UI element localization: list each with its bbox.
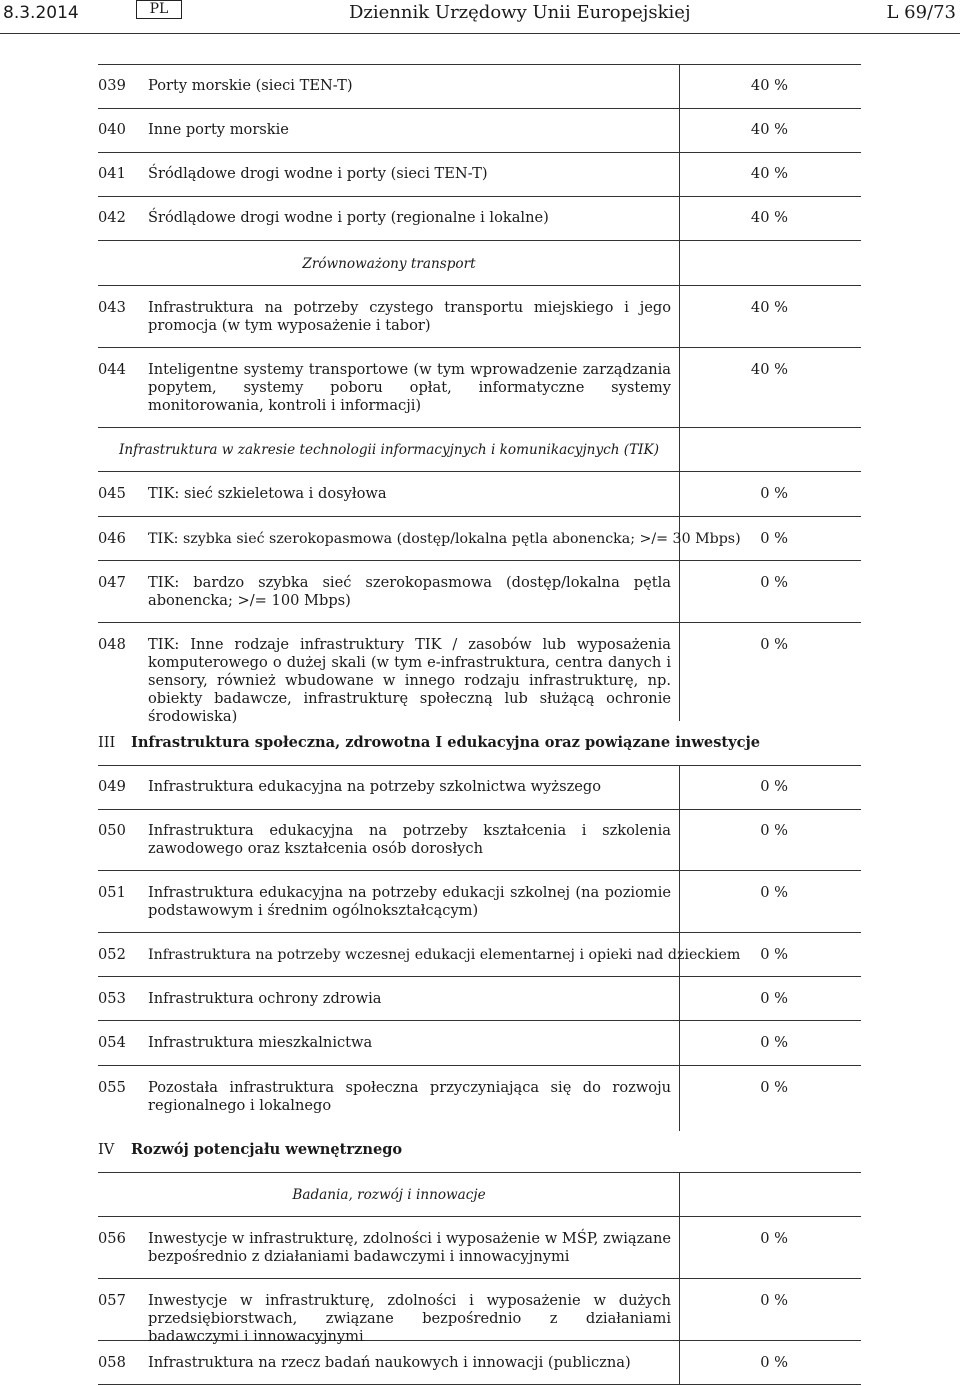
- row-description: Infrastruktura ochrony zdrowia: [148, 990, 382, 1007]
- row-percentage: 0 %: [760, 946, 788, 963]
- row-description: Pozostała infrastruktura społeczna przyczyniająca się do rozwoju regionalnego i lokalnego: [148, 1079, 671, 1114]
- row-percentage: 0 %: [760, 1354, 788, 1371]
- row-percentage: 0 %: [760, 1034, 788, 1051]
- language-badge: PL: [136, 0, 182, 19]
- row-code: 055: [98, 1079, 126, 1096]
- page-number: L 69/73: [886, 2, 956, 23]
- row-percentage: 0 %: [760, 574, 788, 591]
- row-description: Porty morskie (sieci TEN-T): [148, 77, 353, 94]
- header-rule: [0, 33, 960, 34]
- table-rule: [98, 427, 861, 428]
- table-rule: [98, 1216, 861, 1217]
- row-percentage: 0 %: [760, 1079, 788, 1096]
- row-percentage: 40 %: [750, 209, 788, 226]
- page-header: [0, 0, 960, 34]
- row-percentage: 40 %: [750, 77, 788, 94]
- row-code: 045: [98, 485, 126, 502]
- row-percentage: 40 %: [750, 121, 788, 138]
- row-code: 043: [98, 299, 126, 316]
- row-description: Inne porty morskie: [148, 121, 289, 138]
- table-rule: [98, 64, 861, 65]
- row-code: 042: [98, 209, 126, 226]
- row-percentage: 40 %: [750, 165, 788, 182]
- row-code: 058: [98, 1354, 126, 1371]
- row-code: 056: [98, 1230, 126, 1247]
- row-percentage: 0 %: [760, 530, 788, 547]
- subheading-sustainable-transport: Zrównoważony transport: [302, 256, 476, 272]
- row-description: Inteligentne systemy transportowe (w tym wprowadzenie zarządzania popytem, systemy poboru opłat, informatyczne systemy monitorowania, kontroli i informacji): [148, 361, 671, 414]
- row-percentage: 40 %: [750, 361, 788, 378]
- row-description: Infrastruktura edukacyjna na potrzeby edukacji szkolnej (na poziomie podstawowym i średnim ogólnokształcącym): [148, 884, 671, 919]
- table-rule: [98, 285, 861, 286]
- row-code: 040: [98, 121, 126, 138]
- row-percentage: 0 %: [760, 990, 788, 1007]
- row-description: Infrastruktura na rzecz badań naukowych i innowacji (publiczna): [148, 1354, 631, 1371]
- subheading-research: Badania, rozwój i innowacje: [292, 1187, 486, 1203]
- row-code: 041: [98, 165, 126, 182]
- table-rule: [98, 1065, 861, 1066]
- row-percentage: 0 %: [760, 822, 788, 839]
- table-rule: [98, 196, 861, 197]
- row-percentage: 0 %: [760, 1230, 788, 1247]
- table-rule: [98, 1172, 861, 1173]
- table-rule: [98, 622, 861, 623]
- row-description: Śródlądowe drogi wodne i porty (regionalne i lokalne): [148, 209, 549, 226]
- row-percentage: 0 %: [760, 1292, 788, 1309]
- table-rule: [98, 471, 861, 472]
- row-percentage: 0 %: [760, 636, 788, 653]
- row-description: TIK: Inne rodzaje infrastruktury TIK / zasobów lub wyposażenia komputerowego o dużej skali (w tym e-infrastruktura, centra danych i sensory, również wbudowane w innego rodzaju infrastrukturę, np. obiekty badawcze, infrastrukturę społeczną lub służącą ochronie środowiska): [148, 636, 671, 725]
- section-title: Infrastruktura społeczna, zdrowotna I edukacyjna oraz powiązane inwestycje: [131, 734, 761, 751]
- table-rule: [98, 108, 861, 109]
- table-rule: [98, 152, 861, 153]
- table-rule: [98, 347, 861, 348]
- row-description: Infrastruktura na potrzeby wczesnej edukacji elementarnej i opieki nad dzieckiem: [148, 947, 741, 963]
- row-description: Infrastruktura na potrzeby czystego transportu miejskiego i jego promocja (w tym wyposażenie i tabor): [148, 299, 671, 334]
- table-rule: [98, 809, 861, 810]
- table-rule: [98, 765, 861, 766]
- row-code: 050: [98, 822, 126, 839]
- row-percentage: 0 %: [760, 884, 788, 901]
- table-rule: [98, 1020, 861, 1021]
- row-code: 039: [98, 77, 126, 94]
- row-description: Infrastruktura edukacyjna na potrzeby szkolnictwa wyższego: [148, 778, 602, 795]
- journal-title: Dziennik Urzędowy Unii Europejskiej: [349, 2, 691, 23]
- publication-date: 8.3.2014: [3, 3, 79, 23]
- table-rule: [98, 560, 861, 561]
- subheading-ict: Infrastruktura w zakresie technologii informacyjnych i komunikacyjnych (TIK): [118, 442, 660, 458]
- row-code: 046: [98, 530, 126, 547]
- row-code: 053: [98, 990, 126, 1007]
- table-rule: [98, 870, 861, 871]
- row-description: Inwestycje w infrastrukturę, zdolności i wyposażenie w MŚP, związane bezpośrednio z działaniami badawczymi i innowacyjnymi: [148, 1230, 671, 1265]
- row-percentage: 0 %: [760, 778, 788, 795]
- row-code: 052: [98, 946, 126, 963]
- table-rule: [98, 976, 861, 977]
- table-rule: [98, 516, 861, 517]
- row-percentage: 0 %: [760, 485, 788, 502]
- table-rule: [98, 1384, 861, 1385]
- row-description: TIK: szybka sieć szerokopasmowa (dostęp/lokalna pętla abonencka; >/= 30 Mbps): [148, 531, 741, 547]
- section-number: IV: [98, 1141, 115, 1158]
- table-rule: [98, 240, 861, 241]
- table-rule: [98, 1278, 861, 1279]
- row-description: TIK: sieć szkieletowa i dosyłowa: [148, 485, 387, 502]
- row-code: 051: [98, 884, 126, 901]
- row-code: 057: [98, 1292, 126, 1309]
- row-description: TIK: bardzo szybka sieć szerokopasmowa (dostęp/lokalna pętla abonencka; >/= 100 Mbps): [148, 574, 671, 609]
- row-percentage: 40 %: [750, 299, 788, 316]
- row-code: 044: [98, 361, 126, 378]
- section-title: Rozwój potencjału wewnętrznego: [131, 1141, 403, 1158]
- row-description: Infrastruktura edukacyjna na potrzeby kształcenia i szkolenia zawodowego oraz kształcenia osób dorosłych: [148, 822, 671, 857]
- row-code: 054: [98, 1034, 126, 1051]
- row-description: Śródlądowe drogi wodne i porty (sieci TEN-T): [148, 165, 488, 182]
- row-code: 049: [98, 778, 126, 795]
- table-rule: [98, 932, 861, 933]
- row-code: 047: [98, 574, 126, 591]
- row-description: Inwestycje w infrastrukturę, zdolności i wyposażenie w dużych przedsiębiorstwach, związane bezpośrednio z działaniami badawczymi i innowacyjnymi: [148, 1292, 671, 1345]
- row-code: 048: [98, 636, 126, 653]
- section-number: III: [98, 734, 116, 751]
- row-description: Infrastruktura mieszkalnictwa: [148, 1034, 373, 1051]
